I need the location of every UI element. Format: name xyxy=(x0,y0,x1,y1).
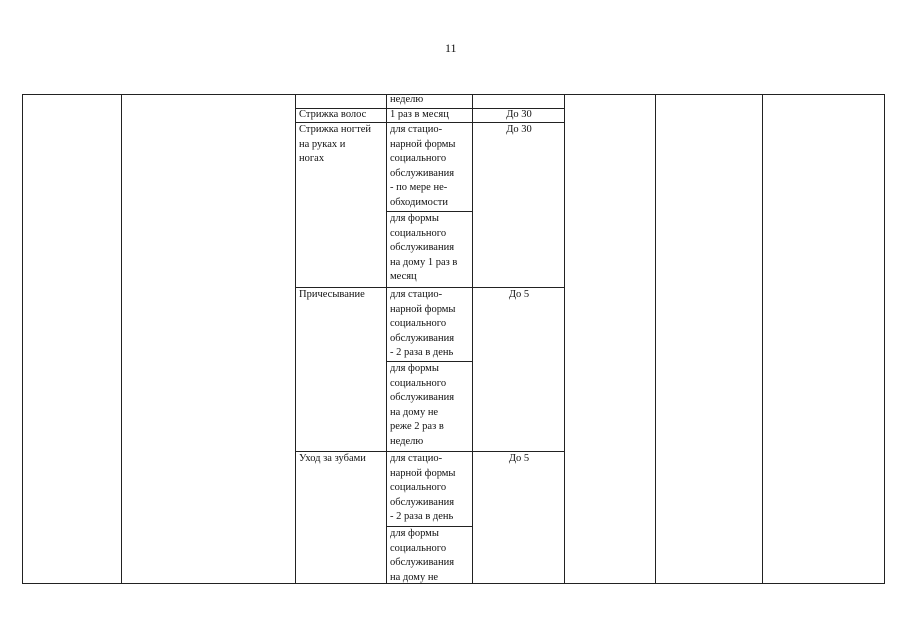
frequency-line: обходимости xyxy=(390,196,448,208)
table-border xyxy=(295,94,296,584)
service-cell: Стрижка волос xyxy=(299,109,367,120)
time-cell: До 5 xyxy=(508,289,530,300)
service-cell: Уход за зубами xyxy=(299,453,366,464)
frequency-line: для формы xyxy=(390,363,439,374)
frequency-line: социального xyxy=(390,227,447,239)
service-line: на руках и xyxy=(299,138,346,150)
frequency-line: обслуживания xyxy=(390,392,455,403)
frequency-line: нарной формы xyxy=(390,303,456,315)
frequency-line: - 2 раза в день xyxy=(390,511,454,522)
frequency-line: реже 2 раз в xyxy=(390,421,444,432)
frequency-line: неделю xyxy=(390,435,424,447)
frequency-cell xyxy=(390,527,454,585)
time-cell: До 30 xyxy=(506,124,532,135)
table-border xyxy=(762,94,763,584)
service-cell: Причесывание xyxy=(299,289,365,300)
table-border xyxy=(22,94,885,95)
service-cell xyxy=(299,123,371,167)
frequency-cell xyxy=(390,288,456,361)
frequency-line: - по мере не- xyxy=(390,182,448,193)
frequency-line: обслуживания xyxy=(390,167,455,179)
service-line: Стрижка ногтей xyxy=(299,124,371,135)
table-border xyxy=(121,94,122,584)
time-cell: До 30 xyxy=(506,109,532,120)
frequency-line: на дому 1 раз в xyxy=(390,256,458,268)
frequency-line: для стацио- xyxy=(390,453,443,464)
frequency-line: для формы xyxy=(390,528,439,539)
table-border xyxy=(655,94,656,584)
frequency-line: для формы xyxy=(390,213,439,224)
frequency-line: на дому не xyxy=(390,571,439,583)
frequency-line: для стацио- xyxy=(390,289,443,300)
service-line: ногах xyxy=(299,153,325,164)
frequency-line: обслуживания xyxy=(390,557,455,568)
frequency-cell xyxy=(390,362,454,449)
table-border xyxy=(22,94,23,584)
table-border xyxy=(884,94,885,584)
page-number: 11 xyxy=(445,41,457,55)
frequency-line: обслуживания xyxy=(390,242,455,253)
table-border xyxy=(564,94,565,584)
frequency-line: социального xyxy=(390,318,447,329)
frequency-line: нарной формы xyxy=(390,467,456,479)
frequency-line: социального xyxy=(390,482,447,493)
frequency-line: - 2 раза в день xyxy=(390,347,454,358)
frequency-line: социального xyxy=(390,377,447,389)
frequency-cell: неделю xyxy=(390,94,424,105)
frequency-line: социального xyxy=(390,542,447,554)
frequency-line: социального xyxy=(390,153,447,164)
frequency-line: на дому не xyxy=(390,406,439,418)
frequency-line: обслуживания xyxy=(390,332,455,344)
frequency-line: нарной формы xyxy=(390,138,456,150)
frequency-cell: 1 раз в месяц xyxy=(390,109,449,120)
frequency-line: для стацио- xyxy=(390,124,443,135)
frequency-line: обслуживания xyxy=(390,496,455,508)
frequency-cell xyxy=(390,212,457,285)
frequency-cell xyxy=(390,452,456,525)
frequency-line: месяц xyxy=(390,271,417,282)
frequency-cell xyxy=(390,123,456,210)
table-border xyxy=(472,94,473,584)
time-cell: До 5 xyxy=(508,453,530,464)
table-border xyxy=(386,94,387,584)
